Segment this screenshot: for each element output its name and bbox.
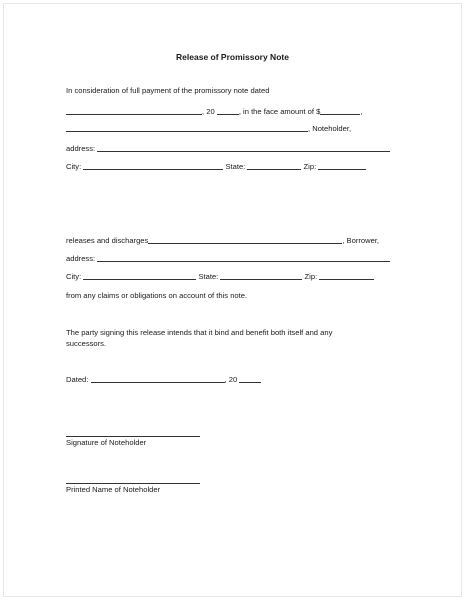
party-text-2: successors. <box>66 339 107 348</box>
dated-field[interactable] <box>91 374 225 383</box>
dated-line <box>66 374 261 385</box>
address-label: address: <box>66 254 96 263</box>
borrower-state-field[interactable] <box>220 271 302 280</box>
comma-text: , <box>360 107 363 116</box>
dated-label: Dated: <box>66 375 89 384</box>
state-label: State: <box>198 272 219 281</box>
note-date-field[interactable] <box>66 106 205 116</box>
borrower-city-field[interactable] <box>83 271 196 280</box>
party-line-1 <box>66 328 332 338</box>
noteholder-address-field[interactable] <box>97 143 390 152</box>
borrower-zip-field[interactable] <box>319 271 374 280</box>
intro-line <box>66 86 269 96</box>
intro-text: In consideration of full payment of the promissory note dated <box>66 86 270 95</box>
borrower-address-field[interactable] <box>97 253 390 262</box>
year-prefix-text: 20 <box>206 107 215 116</box>
claims-line <box>66 291 247 301</box>
document-title: Release of Promissory Note <box>176 52 289 62</box>
dated-year-field[interactable] <box>239 374 261 383</box>
date-amount-line <box>66 106 362 117</box>
face-amount-text: , in the face amount of $ <box>238 107 321 116</box>
borrower-name-field[interactable] <box>148 235 342 244</box>
noteholder-text: , Noteholder, <box>308 124 352 133</box>
note-year-field[interactable] <box>217 106 239 115</box>
releases-text: releases and discharges <box>66 236 149 245</box>
noteholder-address-line <box>66 143 390 154</box>
face-amount-field[interactable] <box>320 106 363 116</box>
noteholder-city-line <box>66 161 366 172</box>
borrower-text: , Borrower, <box>342 236 380 245</box>
borrower-line <box>66 235 379 246</box>
comma-text: , <box>224 375 227 384</box>
noteholder-zip-field[interactable] <box>318 161 366 170</box>
address-label: address: <box>66 144 96 153</box>
state-label: State: <box>225 162 246 171</box>
claims-text: from any claims or obligations on account of this note. <box>66 291 248 300</box>
printed-name-field[interactable] <box>66 483 200 484</box>
noteholder-name-field[interactable] <box>66 123 308 132</box>
party-line-2 <box>66 339 106 349</box>
signature-field[interactable] <box>66 436 200 437</box>
zip-label: Zip: <box>304 272 318 281</box>
noteholder-line <box>66 123 351 134</box>
year-prefix-text: 20 <box>228 375 238 384</box>
zip-label: Zip: <box>303 162 317 171</box>
borrower-address-line <box>66 253 390 264</box>
noteholder-state-field[interactable] <box>247 161 301 170</box>
borrower-city-line <box>66 271 374 282</box>
party-text-1: The party signing this release intends that it bind and benefit both itself and any <box>66 328 333 337</box>
noteholder-city-field[interactable] <box>83 161 223 170</box>
city-label: City: <box>66 162 82 171</box>
printed-name-label: Printed Name of Noteholder <box>66 485 161 494</box>
city-label: City: <box>66 272 82 281</box>
comma-text: , <box>202 107 205 116</box>
signature-label: Signature of Noteholder <box>66 438 147 447</box>
